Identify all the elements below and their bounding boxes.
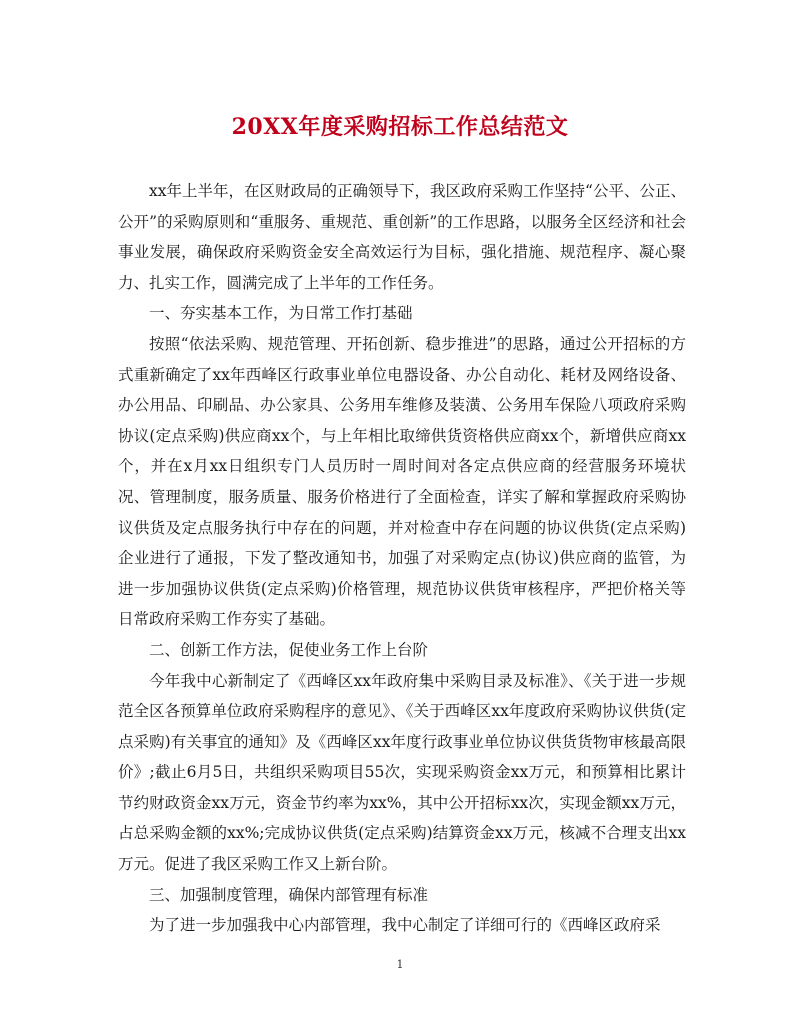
- paragraph-section-3: 为了进一步加强我中心内部管理，我中心制定了详细可行的《西峰区政府采: [149, 916, 661, 935]
- paragraph-intro: xx年上半年，在区财政局的正确领导下，我区政府采购工作坚持“公平、公正、公开”的采购原则和“重服务、重规范、重创新”的工作思路，以服务全区经济和社会事业发展，确保政府采购资金安全高效运行为目标，强化措施、规范程序、凝心聚力、扎实工作，圆满完成了上半年的工作任务。: [118, 182, 686, 292]
- paragraph-section-1: 按照“依法采购、规范管理、开拓创新、稳步推进”的思路，通过公开招标的方式重新确定了xx年西峰区行政事业单位电器设备、办公自动化、耗材及网络设备、办公用品、印刷品、办公家具、公务用车维修及装潢、公务用车保险八项政府采购协议(定点采购)供应商xx个，与上年相比取缔供货资格供应商xx个，新增供应商xx个，并在x月xx日组织专门人员历时一周时间对各定点供应商的经营服务环境状况、管理制度，服务质量、服务价格进行了全面检查，详实了解和掌握政府采购协议供货及定点服务执行中存在的问题，并对检查中存在问题的协议供货(定点采购)企业进行了通报，下发了整改通知书，加强了对采购定点(协议)供应商的监管，为进一步加强协议供货(定点采购)价格管理，规范协议供货审核程序，严把价格关等日常政府采购工作夯实了基础。: [118, 334, 686, 629]
- section-heading-3: 三、加强制度管理，确保内部管理有标准: [149, 885, 429, 904]
- page-number: 1: [396, 958, 404, 971]
- document-body: [118, 176, 686, 941]
- section-heading-1: 一、夯实基本工作，为日常工作打基础: [149, 304, 413, 323]
- paragraph-section-2: 今年我中心新制定了《西峰区xx年政府集中采购目录及标准》、《关于进一步规范全区各预算单位政府采购程序的意见》、《关于西峰区xx年度政府采购协议供货(定点采购)有关事宜的通知》及《西峰区xx年度行政事业单位协议供货货物审核最高限价》;截止6月5日，共组织采购项目55次，实现采购资金xx万元，和预算相比累计节约财政资金xx万元，资金节约率为xx%，其中公开招标xx次，实现金额xx万元，占总采购金额的xx%;完成协议供货(定点采购)结算资金xx万元，核减不合理支出xx万元。促进了我区采购工作又上新台阶。: [118, 671, 686, 874]
- section-heading-2: 二、创新工作方法，促使业务工作上台阶: [149, 640, 429, 659]
- document-title: 20XX年度采购招标工作总结范文: [231, 114, 569, 140]
